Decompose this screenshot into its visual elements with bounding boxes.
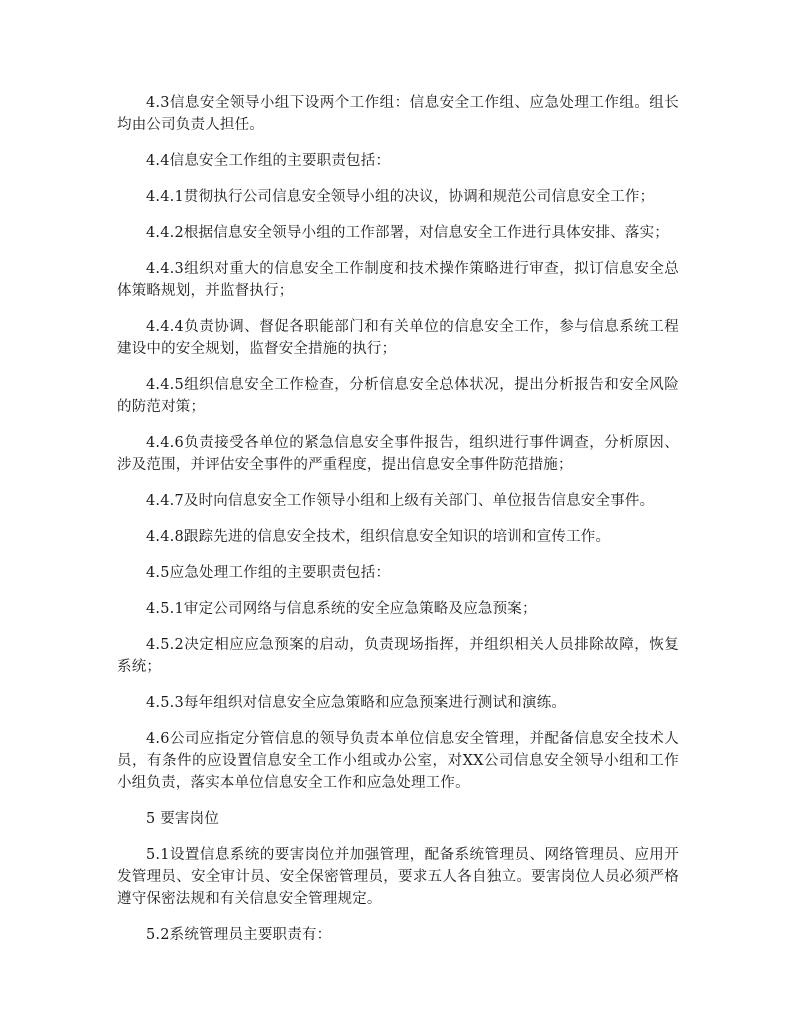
paragraph-5-2: 5.2系统管理员主要职责有：: [146, 927, 332, 943]
paragraph-4-4-3: 4.4.3组织对重大的信息安全工作制度和技术操作策略进行审查，拟订信息安全总体策略规划，并监督执行；: [117, 261, 679, 299]
paragraph-4-4-8: 4.4.8跟踪先进的信息安全技术，组织信息安全知识的培训和宣传工作。: [146, 529, 611, 545]
document-body: [117, 92, 679, 960]
paragraph-5-1: 5.1设置信息系统的要害岗位并加强管理，配备系统管理员、网络管理员、应用开发管理员、安全审计员、安全保密管理员，要求五人各自独立。要害岗位人员必须严格遵守保密法规和有关信息安全管理规定。: [117, 847, 679, 907]
paragraph-4-4-1: 4.4.1贯彻执行公司信息安全领导小组的决议，协调和规范公司信息安全工作；: [146, 189, 655, 205]
paragraph-4-5: 4.5应急处理工作组的主要职责包括：: [146, 565, 391, 581]
paragraph-4-4-2: 4.4.2根据信息安全领导小组的工作部署，对信息安全工作进行具体安排、落实；: [146, 225, 669, 241]
paragraph-4-5-2: 4.5.2决定相应应急预案的启动，负责现场指挥，并组织相关人员排除故障，恢复系统；: [117, 637, 679, 675]
paragraph-4-4-4: 4.4.4负责协调、督促各职能部门和有关单位的信息安全工作，参与信息系统工程建设中的安全规划，监督安全措施的执行；: [117, 319, 679, 357]
paragraph-4-4: 4.4信息安全工作组的主要职责包括：: [146, 153, 391, 169]
paragraph-4-3: 4.3信息安全领导小组下设两个工作组：信息安全工作组、应急处理工作组。组长均由公司负责人担任。: [117, 95, 679, 133]
paragraph-4-6: 4.6公司应指定分管信息的领导负责本单位信息安全管理，并配备信息安全技术人员，有条件的应设置信息安全工作小组或办公室，对XX公司信息安全领导小组和工作小组负责，落实本单位信息安全工作和应急处理工作。: [117, 731, 679, 791]
paragraph-4-4-5: 4.4.5组织信息安全工作检查，分析信息安全总体状况，提出分析报告和安全风险的防范对策；: [117, 377, 679, 415]
paragraph-4-5-3: 4.5.3每年组织对信息安全应急策略和应急预案进行测试和演练。: [146, 695, 567, 711]
paragraph-4-5-1: 4.5.1审定公司网络与信息系统的安全应急策略及应急预案；: [146, 601, 537, 617]
paragraph-4-4-7: 4.4.7及时向信息安全工作领导小组和上级有关部门、单位报告信息安全事件。: [146, 493, 655, 509]
paragraph-4-4-6: 4.4.6负责接受各单位的紧急信息安全事件报告，组织进行事件调查，分析原因、涉及范围，并评估安全事件的严重程度，提出信息安全事件防范措施；: [117, 435, 679, 473]
section-heading-5: 5 要害岗位: [146, 811, 220, 827]
